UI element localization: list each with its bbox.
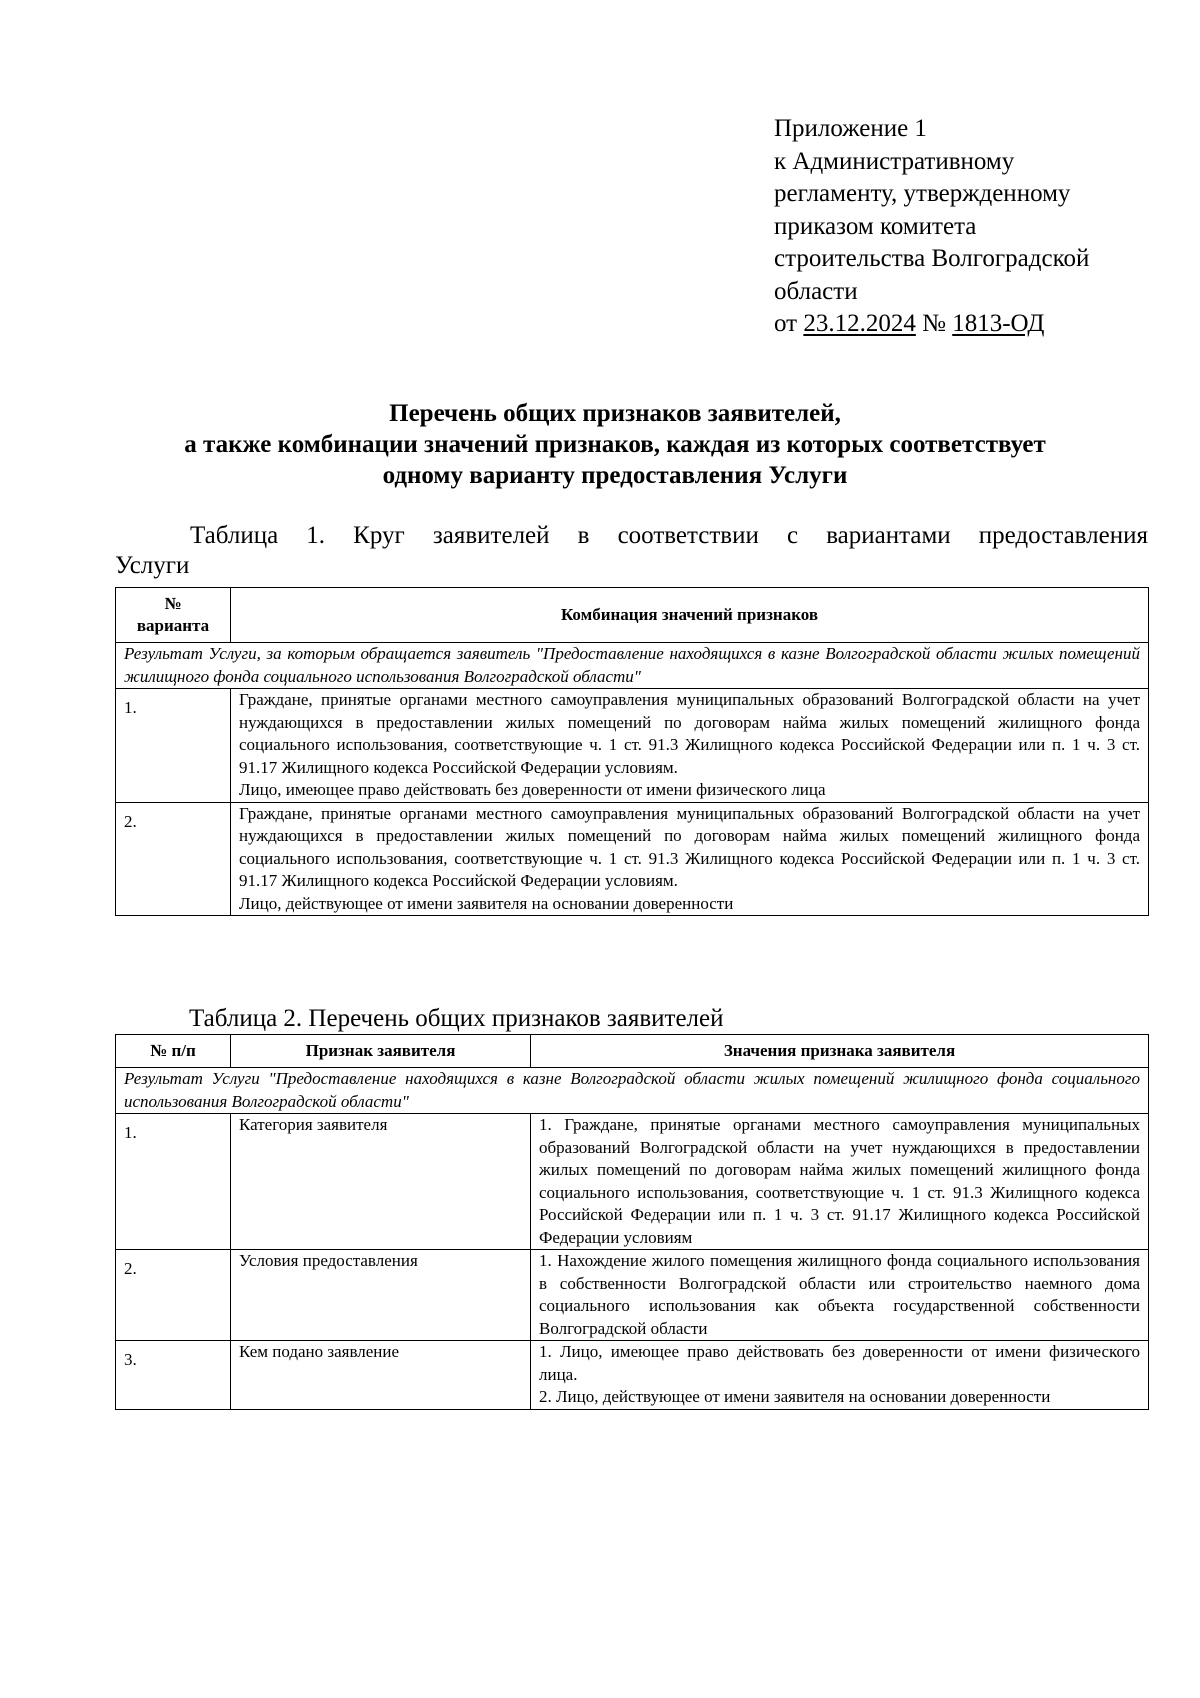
table1-caption-cont: Услуги xyxy=(115,552,190,579)
row-values: 1. Граждане, принятые органами местного самоуправления муниципальных образований Волгоградской области на учет нуждающихся в предоставлении жилых помещений по договорам найма жилых помещений жилищного фонда социального использования, соответствующие ч. 1 ст. 91.3 Жилищного кодекса Российской Федерации или п. 1 ч. 3 ст. 91.17 Жилищного кодекса Российской Федерации условиям xyxy=(531,1114,1149,1250)
date-prefix: от xyxy=(774,310,798,337)
header-variant-number: № варианта xyxy=(116,588,231,643)
appendix-line: строительства Волгоградской xyxy=(774,245,1090,272)
table2-caption: Таблица 2. Перечень общих признаков заявителей xyxy=(189,1005,724,1032)
row-sign: Категория заявителя xyxy=(231,1114,531,1250)
table-header-row xyxy=(116,1035,1149,1068)
appendix-line: Приложение 1 xyxy=(774,115,927,142)
group-row xyxy=(116,1068,1149,1114)
service-result-text: Результат Услуги "Предоставление находящихся в казне Волгоградской области жилых помещений жилищного фонда социального использования Волгоградской области" xyxy=(116,1068,1149,1114)
row-number: 2. xyxy=(116,1250,231,1341)
title-line: а также комбинации значений признаков, каждая из которых соответствует xyxy=(184,431,1046,458)
row-combination: Граждане, принятые органами местного самоуправления муниципальных образований Волгоградской области на учет нуждающихся в предоставлении жилых помещений по договорам найма жилых помещений жилищного фонда социального использования, соответствующие ч. 1 ст. 91.3 Жилищного кодекса Российской Федерации или п. 1 ч. 3 ст. 91.17 Жилищного кодекса Российской Федерации условиям. Лицо, действующее от имени заявителя на основании доверенности xyxy=(231,802,1149,916)
header-number: № п/п xyxy=(116,1035,231,1068)
row-number: 1. xyxy=(116,689,231,803)
row-combination: Граждане, принятые органами местного самоуправления муниципальных образований Волгоградской области на учет нуждающихся в предоставлении жилых помещений по договорам найма жилых помещений жилищного фонда социального использования, соответствующие ч. 1 ст. 91.3 Жилищного кодекса Российской Федерации или п. 1 ч. 3 ст. 91.17 Жилищного кодекса Российской Федерации условиям. Лицо, имеющее право действовать без доверенности от имени физического лица xyxy=(231,689,1149,803)
header-sign: Признак заявителя xyxy=(231,1035,531,1068)
document-title xyxy=(115,398,1115,491)
row-sign: Кем подано заявление xyxy=(231,1341,531,1410)
table1-caption: Таблица 1. Круг заявителей в соответствии с вариантами предоставления xyxy=(190,522,1148,549)
title-line: одному варианту предоставления Услуги xyxy=(382,462,848,489)
order-number: 1813-ОД xyxy=(952,310,1045,337)
appendix-line: области xyxy=(774,277,858,305)
table-row xyxy=(116,1114,1149,1250)
table-row xyxy=(116,1250,1149,1341)
table-row xyxy=(116,802,1149,916)
title-line: Перечень общих признаков заявителей, xyxy=(389,400,841,427)
table-row xyxy=(116,1341,1149,1410)
header-values: Значения признака заявителя xyxy=(531,1035,1149,1068)
row-number: 2. xyxy=(116,802,231,916)
group-row xyxy=(116,643,1149,689)
row-sign: Условия предоставления xyxy=(231,1250,531,1341)
row-values: 1. Нахождение жилого помещения жилищного фонда социального использования в собственности Волгоградской области или строительство наемного дома социального использования как объекта государственной собственности Волгоградской области xyxy=(531,1250,1149,1341)
row-number: 1. xyxy=(116,1114,231,1250)
number-sign: № xyxy=(922,310,946,337)
table2 xyxy=(115,1034,1149,1410)
order-date: 23.12.2024 xyxy=(803,310,916,337)
table-row xyxy=(116,689,1149,803)
appendix-line: к Административному xyxy=(774,147,1015,175)
appendix-line: регламенту, утвержденному xyxy=(774,180,1071,207)
header-combination: Комбинация значений признаков xyxy=(231,588,1149,643)
appendix-date-line xyxy=(774,308,1174,341)
row-number: 3. xyxy=(116,1341,231,1410)
appendix-block xyxy=(774,113,1174,341)
table-header-row xyxy=(116,588,1149,643)
appendix-line: приказом комитета xyxy=(774,212,977,240)
service-result-text: Результат Услуги, за которым обращается заявитель "Предоставление находящихся в казне Волгоградской области жилых помещений жилищного фонда социального использования Волгоградской области" xyxy=(116,643,1149,689)
table1 xyxy=(115,587,1149,916)
row-values: 1. Лицо, имеющее право действовать без доверенности от имени физического лица. 2. Лицо, действующее от имени заявителя на основании доверенности xyxy=(531,1341,1149,1410)
